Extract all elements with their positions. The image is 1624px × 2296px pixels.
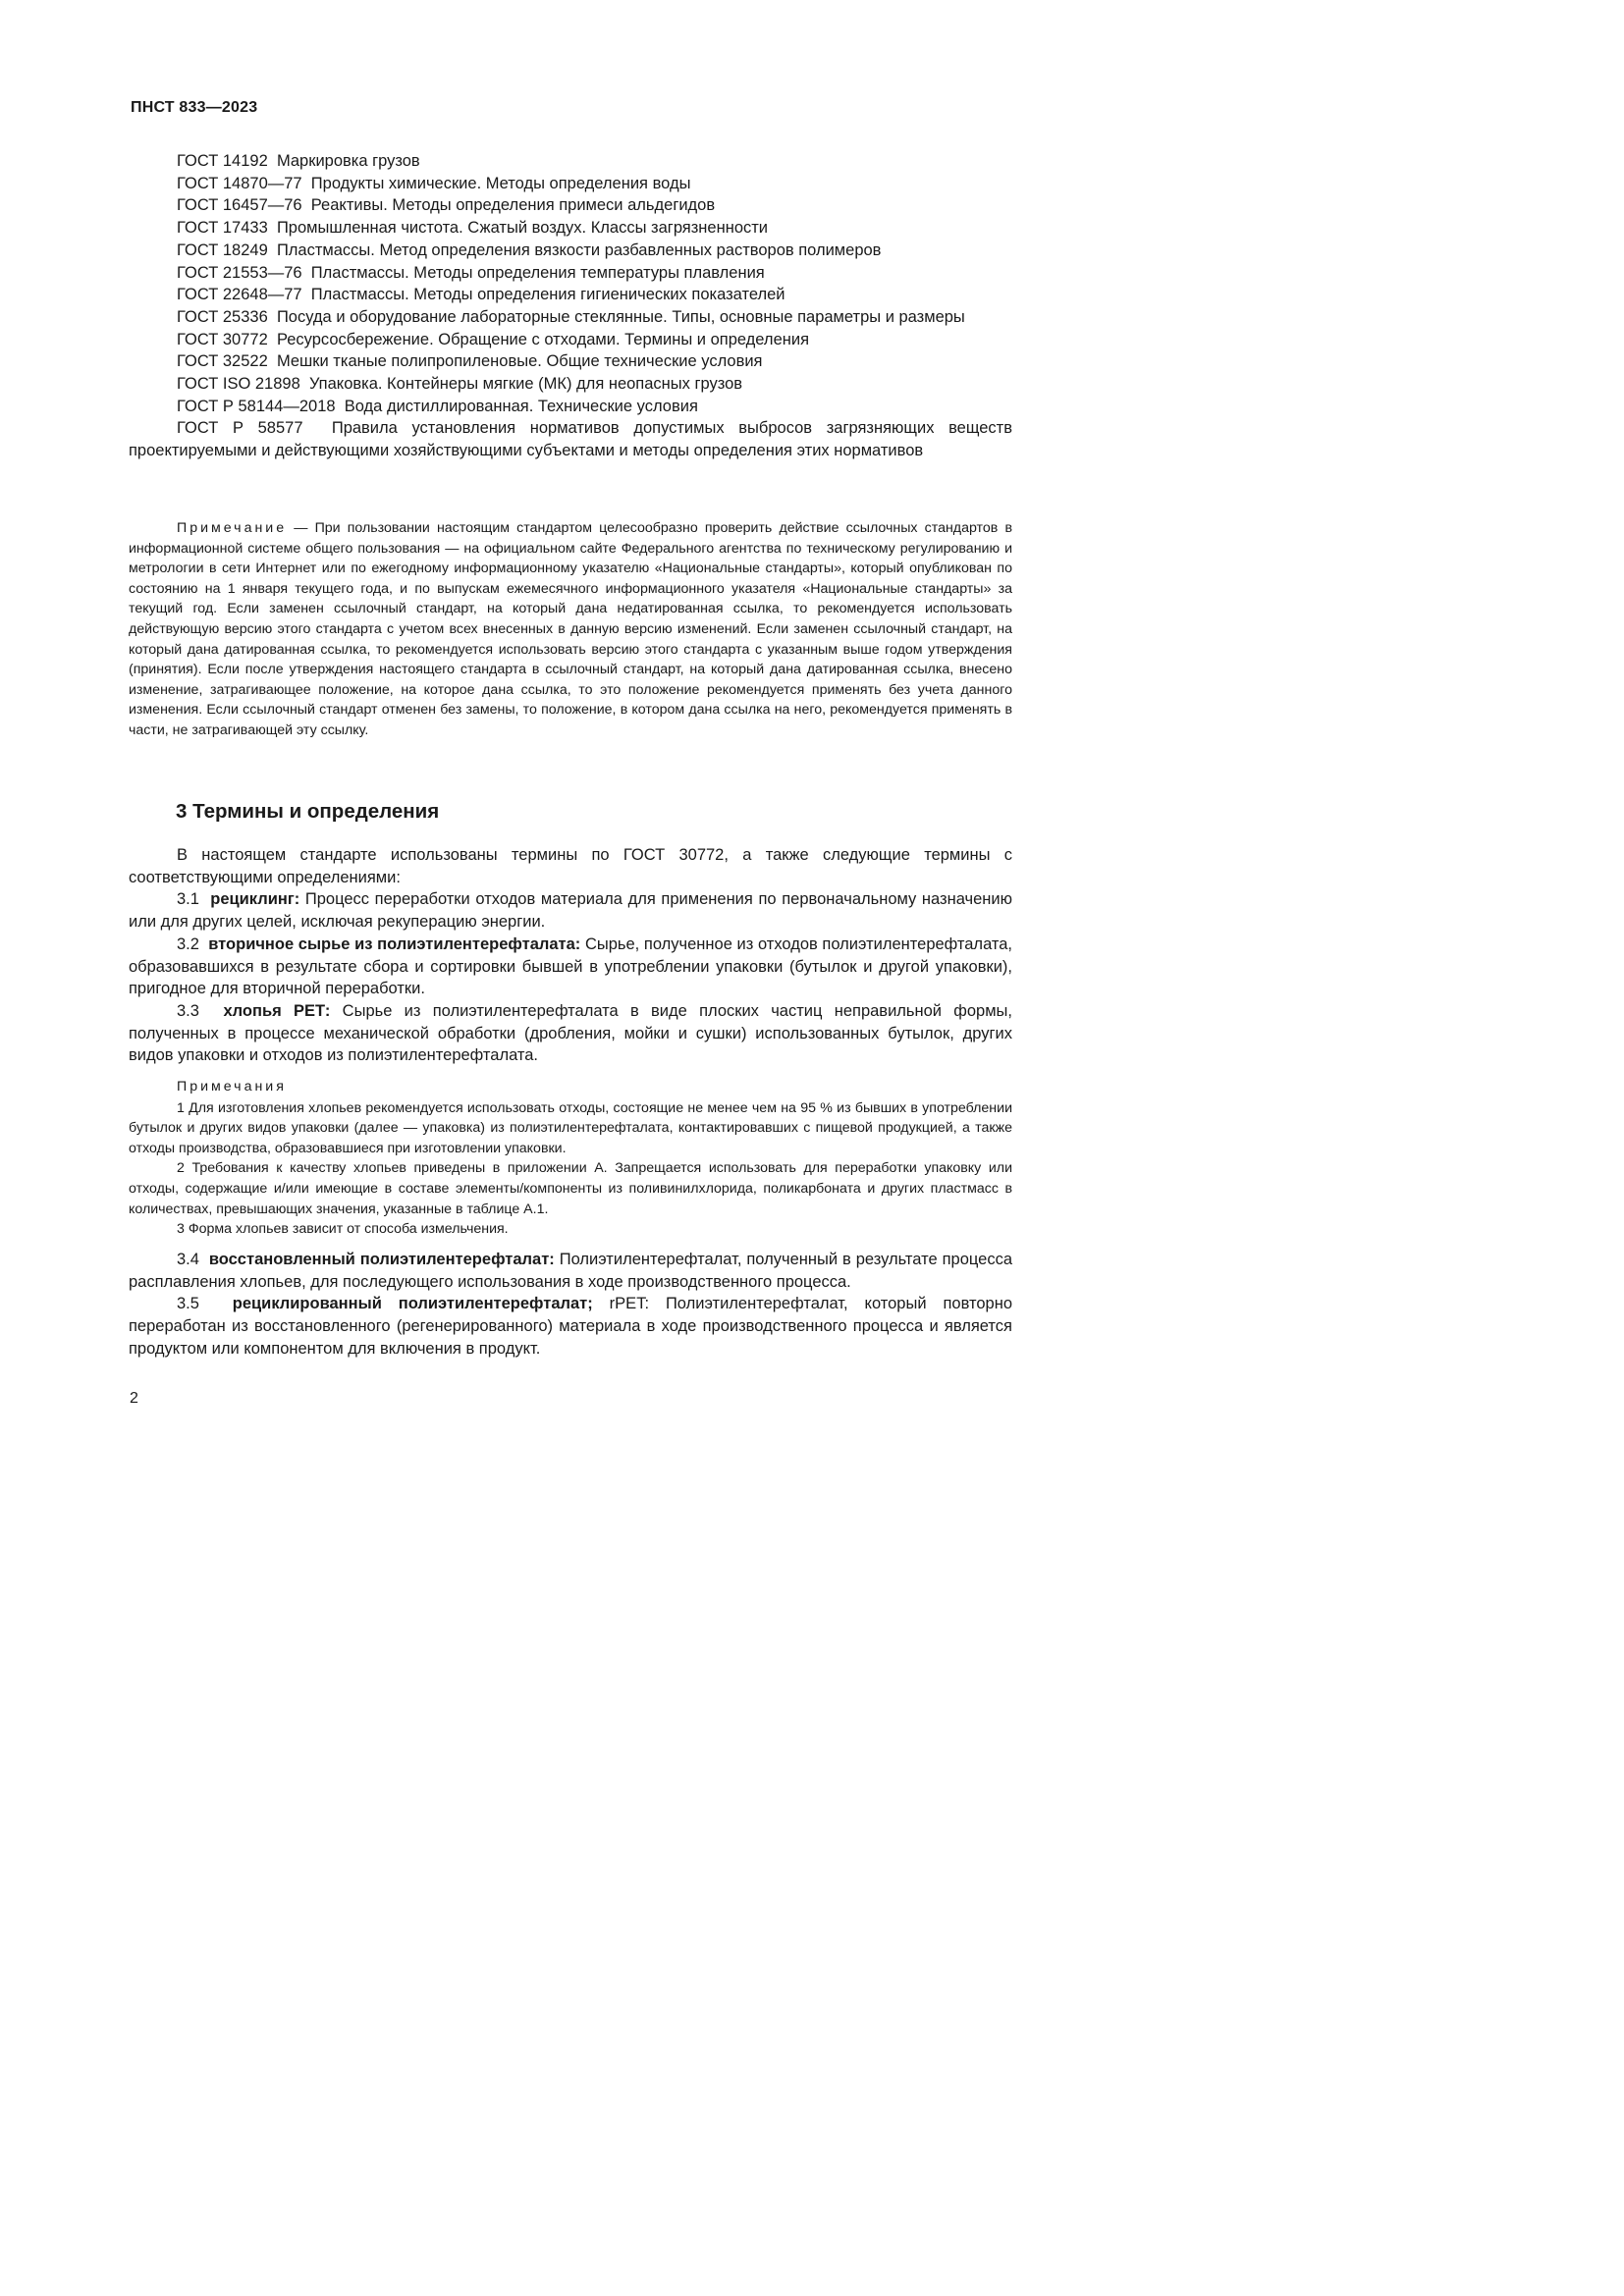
- term-name: вторичное сырье из полиэтилентерефталата:: [208, 934, 581, 953]
- term-def: Сырье, полученное из отходов полиэтилентерефталата, образовавшихся в результате сбора и сортировки бывшей в употреблении упаковки (бутылок и другой упаковки), пригодное для вторичной переработки.: [129, 934, 1013, 998]
- reference-title: Пластмассы. Методы определения гигиенических показателей: [310, 286, 785, 304]
- reference-code: ГОСТ 14870—77: [177, 174, 302, 192]
- term-number: 3.5: [177, 1295, 199, 1313]
- reference-item: [129, 150, 1012, 173]
- notes-label: Примечания: [177, 1079, 287, 1095]
- reference-code: ГОСТ 16457—76: [177, 196, 302, 215]
- term-name: хлопья РЕТ:: [223, 1001, 331, 1020]
- term-name: восстановленный полиэтилентерефталат:: [208, 1251, 555, 1268]
- reference-item: [129, 306, 1012, 329]
- document-header: ПНСТ 833—2023: [131, 99, 258, 116]
- term-def: Сырье из полиэтилентерефталата в виде плоских частиц неправильной формы, полученных в процессе механической обработки (дробления, мойки и сушки) использованных бутылок, других видов упаковки и отходов из полиэтилентерефталата.: [129, 1001, 1012, 1065]
- reference-item: [129, 329, 1012, 351]
- reference-title: Промышленная чистота. Сжатый воздух. Классы загрязненности: [276, 219, 769, 238]
- note-item: 2 Требования к качеству хлопьев приведены в приложении А. Запрещается использовать для переработки упаковку или отходы, содержащие и/или имеющие в составе элементы/компоненты из поливинилхлорида, поликарбоната и других пластмасс в количествах, превышающих значения, указанные в таблице А.1.: [129, 1160, 1012, 1217]
- term-definition: [129, 1249, 1012, 1293]
- reference-code: ГОСТ ISO 21898: [177, 375, 300, 394]
- page-number: 2: [130, 1390, 138, 1407]
- note-item: 1 Для изготовления хлопьев рекомендуется использовать отходы, состоящие не менее чем на 95 % из бывших в употреблении бутылок и других видов упаковки (далее — упаковка) из полиэтилентерефталата, контактировавших с пищевой продукцией, а также отходы производства, образовавшиеся при изготовлении упаковки.: [129, 1099, 1012, 1156]
- reference-code: ГОСТ 14192: [177, 152, 268, 170]
- term-notes: [129, 1077, 1012, 1240]
- term-definition: [129, 1000, 1012, 1067]
- reference-code: ГОСТ 30772: [177, 330, 268, 348]
- term-name: рециклинг:: [210, 890, 300, 909]
- note-label: Примечание: [177, 520, 288, 536]
- term-definition: [129, 1293, 1012, 1360]
- term-def: rPET: Полиэтилентерефталат, который повторно переработан из восстановленного (регенерированного) материала в ходе производственного процесса и является продуктом или компонентом для включения в продукт.: [129, 1295, 1013, 1358]
- reference-code: ГОСТ Р 58144—2018: [177, 397, 336, 415]
- section-intro: В настоящем стандарте использованы термины по ГОСТ 30772, а также следующие термины с соответствующими определениями:: [129, 846, 1012, 886]
- reference-item: [129, 373, 1012, 396]
- section-title: 3 Термины и определения: [176, 800, 440, 823]
- reference-code: ГОСТ 25336: [177, 307, 268, 326]
- reference-item: [129, 417, 1012, 461]
- reference-item: [129, 217, 1012, 240]
- reference-item: [129, 262, 1012, 285]
- reference-title: Вода дистиллированная. Технические условия: [344, 397, 698, 415]
- term-name: рециклированный полиэтилентерефталат;: [232, 1295, 593, 1313]
- reference-title: Правила установления нормативов допустимых выбросов загрязняющих веществ проектируемыми и действующими хозяйствующими субъектами и методы определения этих нормативов: [129, 419, 1012, 460]
- term-number: 3.1: [177, 890, 199, 909]
- reference-item: [129, 240, 1012, 262]
- document-page: [0, 0, 1089, 1539]
- term-definition: [129, 888, 1012, 933]
- reference-title: Упаковка. Контейнеры мягкие (МК) для неопасных грузов: [308, 375, 743, 394]
- reference-code: ГОСТ 17433: [177, 219, 268, 238]
- reference-item: [129, 284, 1012, 306]
- reference-code: ГОСТ Р 58577: [177, 419, 303, 438]
- reference-code: ГОСТ 22648—77: [177, 286, 302, 304]
- reference-item: [129, 350, 1012, 373]
- term-definition: [129, 934, 1012, 1000]
- note-text: — При пользовании настоящим стандартом целесообразно проверить действие ссылочных стандартов в информационной системе общего пользования — на официальном сайте Федерального агентства по техническому регулированию и метрологии в сети Интернет или по ежегодному информационному указателю «Национальные стандарты», который опубликован по состоянию на 1 января текущего года, и по выпускам ежемесячного информационного указателя «Национальные стандарты» за текущий год. Если заменен ссылочный стандарт, на который дана недатированная ссылка, то рекомендуется использовать действующую версию этого стандарта с учетом всех внесенных в данную версию изменений. Если заменен ссылочный стандарт, на который дана датированная ссылка, то рекомендуется использовать версию этого стандарта с указанным выше годом утверждения (принятия). Если после утверждения настоящего стандарта в ссылочный стандарт, на который дана датированная ссылка, внесено изменение, затрагивающее положение, на которое дана ссылка, то это положение рекомендуется применять без учета данного изменения. Если ссылочный стандарт отменен без замены, то положение, в котором дана ссылка на него, рекомендуется применять в части, не затрагивающей эту ссылку.: [129, 520, 1012, 738]
- reference-item: [129, 173, 1012, 195]
- section-body-continued: [129, 1249, 1012, 1361]
- note-item: 3 Форма хлопьев зависит от способа измельчения.: [177, 1221, 509, 1238]
- normative-references-list: [129, 150, 1012, 462]
- reference-title: Продукты химические. Методы определения воды: [310, 174, 691, 192]
- reference-title: Реактивы. Методы определения примеси альдегидов: [310, 196, 716, 215]
- reference-title: Пластмассы. Метод определения вязкости разбавленных растворов полимеров: [276, 240, 882, 259]
- reference-title: Мешки тканые полипропиленовые. Общие технические условия: [276, 352, 763, 371]
- term-def: Процесс переработки отходов материала для применения по первоначальному назначению или для других целей, исключая рекуперацию энергии.: [129, 890, 1013, 932]
- term-def: Полиэтилентерефталат, полученный в результате процесса расплавления хлопьев, для последующего использования в ходе производственного процесса.: [129, 1251, 1012, 1291]
- reference-item: [129, 194, 1012, 217]
- reference-code: ГОСТ 32522: [177, 352, 268, 371]
- term-number: 3.3: [177, 1001, 199, 1020]
- reference-item: [129, 396, 1012, 418]
- section-body: [129, 844, 1012, 1067]
- reference-title: Ресурсосбережение. Обращение с отходами. Термины и определения: [276, 330, 810, 348]
- references-note: [129, 518, 1012, 741]
- reference-title: Посуда и оборудование лабораторные стеклянные. Типы, основные параметры и размеры: [276, 307, 965, 326]
- term-number: 3.4: [177, 1251, 199, 1268]
- term-number: 3.2: [177, 934, 199, 953]
- reference-title: Пластмассы. Методы определения температуры плавления: [310, 263, 765, 282]
- reference-code: ГОСТ 18249: [177, 240, 268, 259]
- reference-title: Маркировка грузов: [276, 152, 420, 170]
- reference-code: ГОСТ 21553—76: [177, 263, 302, 282]
